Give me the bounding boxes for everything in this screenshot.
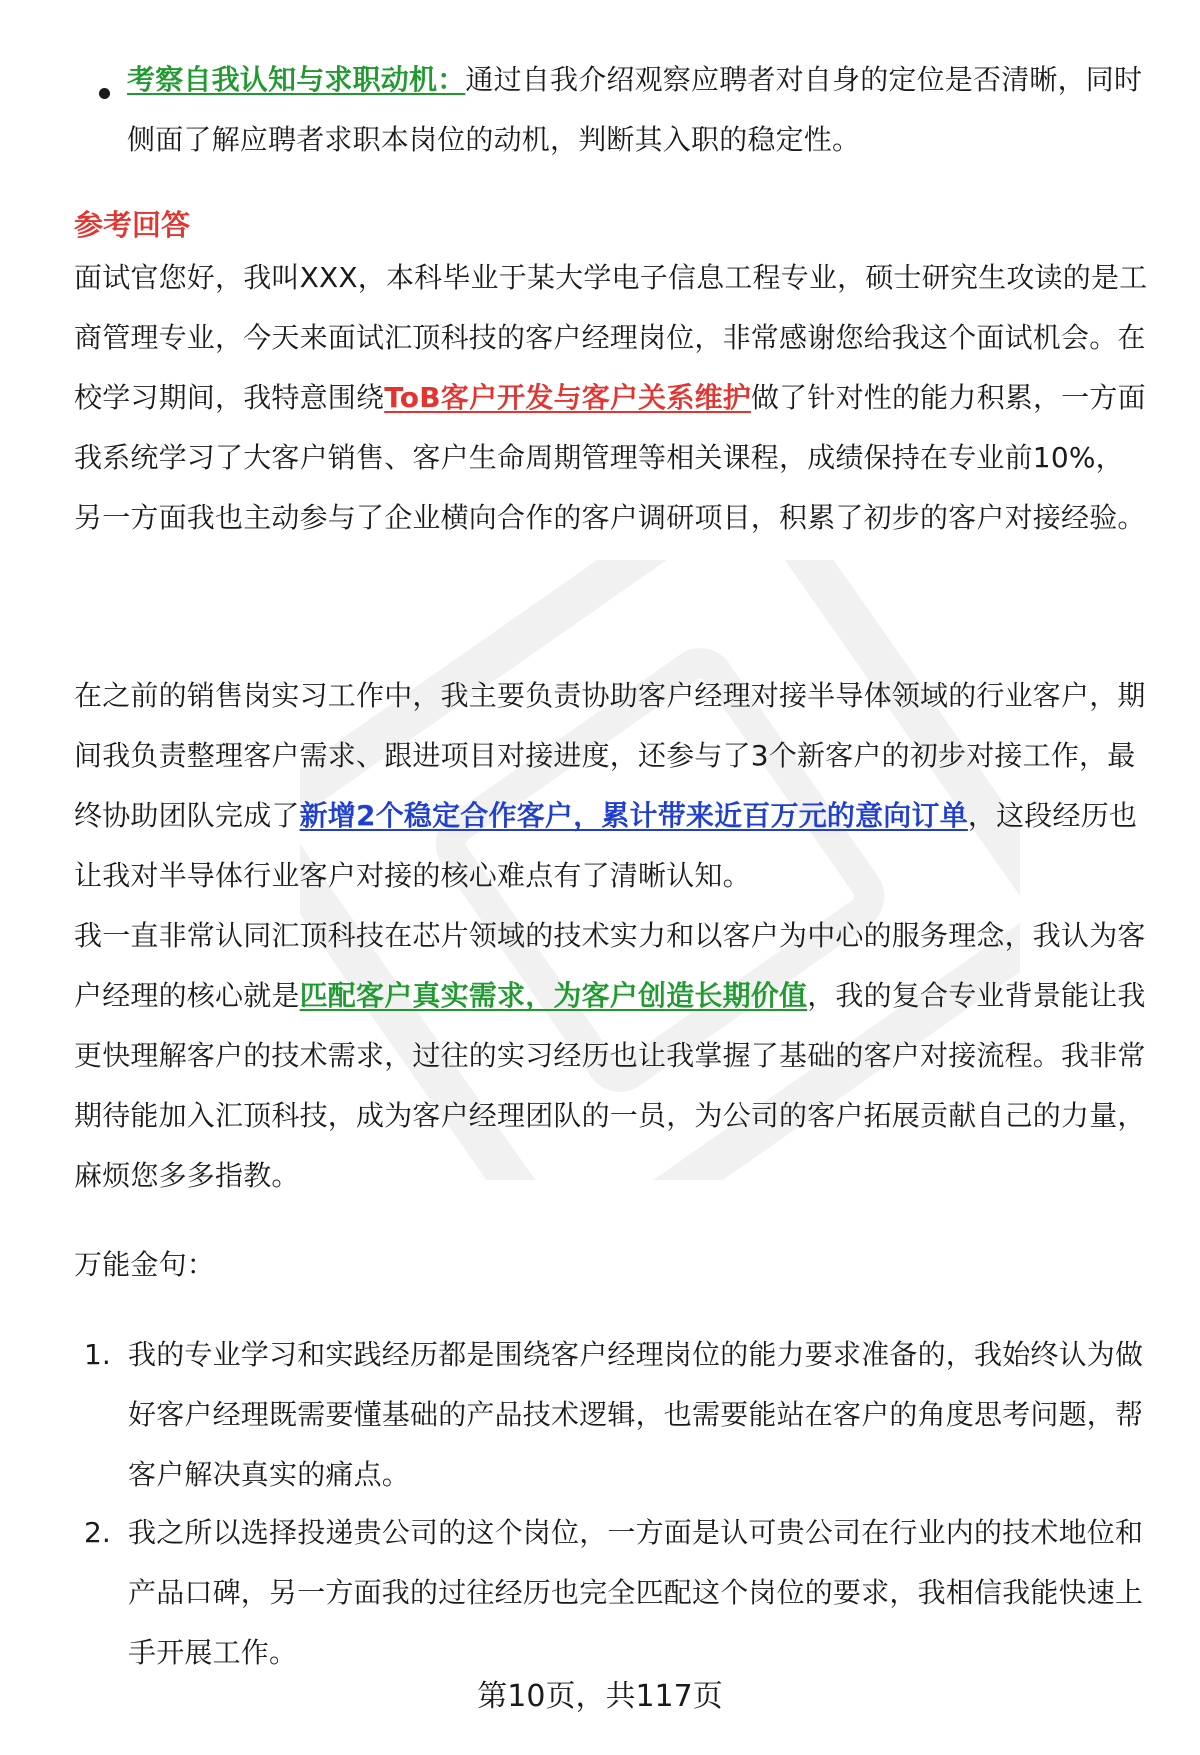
p3-text-a: 我一直非常认同汇顶科技在芯片领域的技术实力和以客户为中心的服务理念，我认为客户经理的核心就是 [74,919,1146,1012]
list-item: 我的专业学习和实践经历都是围绕客户经理岗位的能力要求准备的，我始终认为做好客户经理既需要懂基础的产品技术逻辑，也需要能站在客户的角度思考问题，帮客户解决真实的痛点。 [128,1338,1144,1491]
p2-text-b: ，这段经历也让我对半导体行业客户对接的核心难点有了清晰认知。 [74,799,1138,892]
section-title: 参考回答 [74,208,191,242]
bullet-text: 通过自我介绍观察应聘者对自身的定位是否清晰，同时侧面了解应聘者求职本岗位的动机，判断其入职的稳定性。 [127,63,1143,156]
bullet-paragraph [127,50,1162,170]
p2-text-a: 在之前的销售岗实习工作中，我主要负责协助客户经理对接半导体领域的行业客户，期间我负责整理客户需求、跟进项目对接进度，还参与了3个新客户的初步对接工作，最终协助团队完成了 [74,679,1146,832]
p1-text-a: 面试官您好，我叫XXX，本科毕业于某大学电子信息工程专业，硕士研究生攻读的是工商管理专业，今天来面试汇顶科技的客户经理岗位，非常感谢您给我这个面试机会。在校学习期间，我特意围绕 [74,261,1148,414]
answer-paragraph-3 [74,906,1149,1206]
answer-paragraph-1 [74,248,1149,548]
p3-highlight: 匹配客户真实需求，为客户创造长期价值 [299,979,808,1012]
golden-title: 万能金句： [74,1248,216,1281]
list-item: 我之所以选择投递贵公司的这个岗位，一方面是认可贵公司在行业内的技术地位和产品口碑，另一方面我的过往经历也完全匹配这个岗位的要求，我相信我能快速上手开展工作。 [128,1516,1144,1669]
p1-text-b: 做了针对性的能力积累，一方面我系统学习了大客户销售、客户生命周期管理等相关课程，成绩保持在专业前10%，另一方面我也主动参与了企业横向合作的客户调研项目，积累了初步的客户对接经验。 [74,381,1146,534]
answer-paragraph-2 [74,666,1149,906]
p1-highlight: ToB客户开发与客户关系维护 [384,381,751,414]
p3-text-b: ，我的复合专业背景能让我更快理解客户的技术需求，过往的实习经历也让我掌握了基础的客户对接流程。我非常期待能加入汇顶科技，成为客户经理团队的一员，为公司的客户拓展贡献自己的力量，麻烦您多多指教。 [74,979,1146,1192]
p2-highlight: 新增2个稳定合作客户，累计带来近百万元的意向订单 [299,799,968,832]
list-number: 2. [84,1516,111,1549]
bullet-dot-icon [99,88,110,99]
bullet-label: 考察自我认知与求职动机： [127,63,466,96]
list-number: 1. [84,1338,111,1371]
page-footer: 第10页，共117页 [477,1679,723,1714]
